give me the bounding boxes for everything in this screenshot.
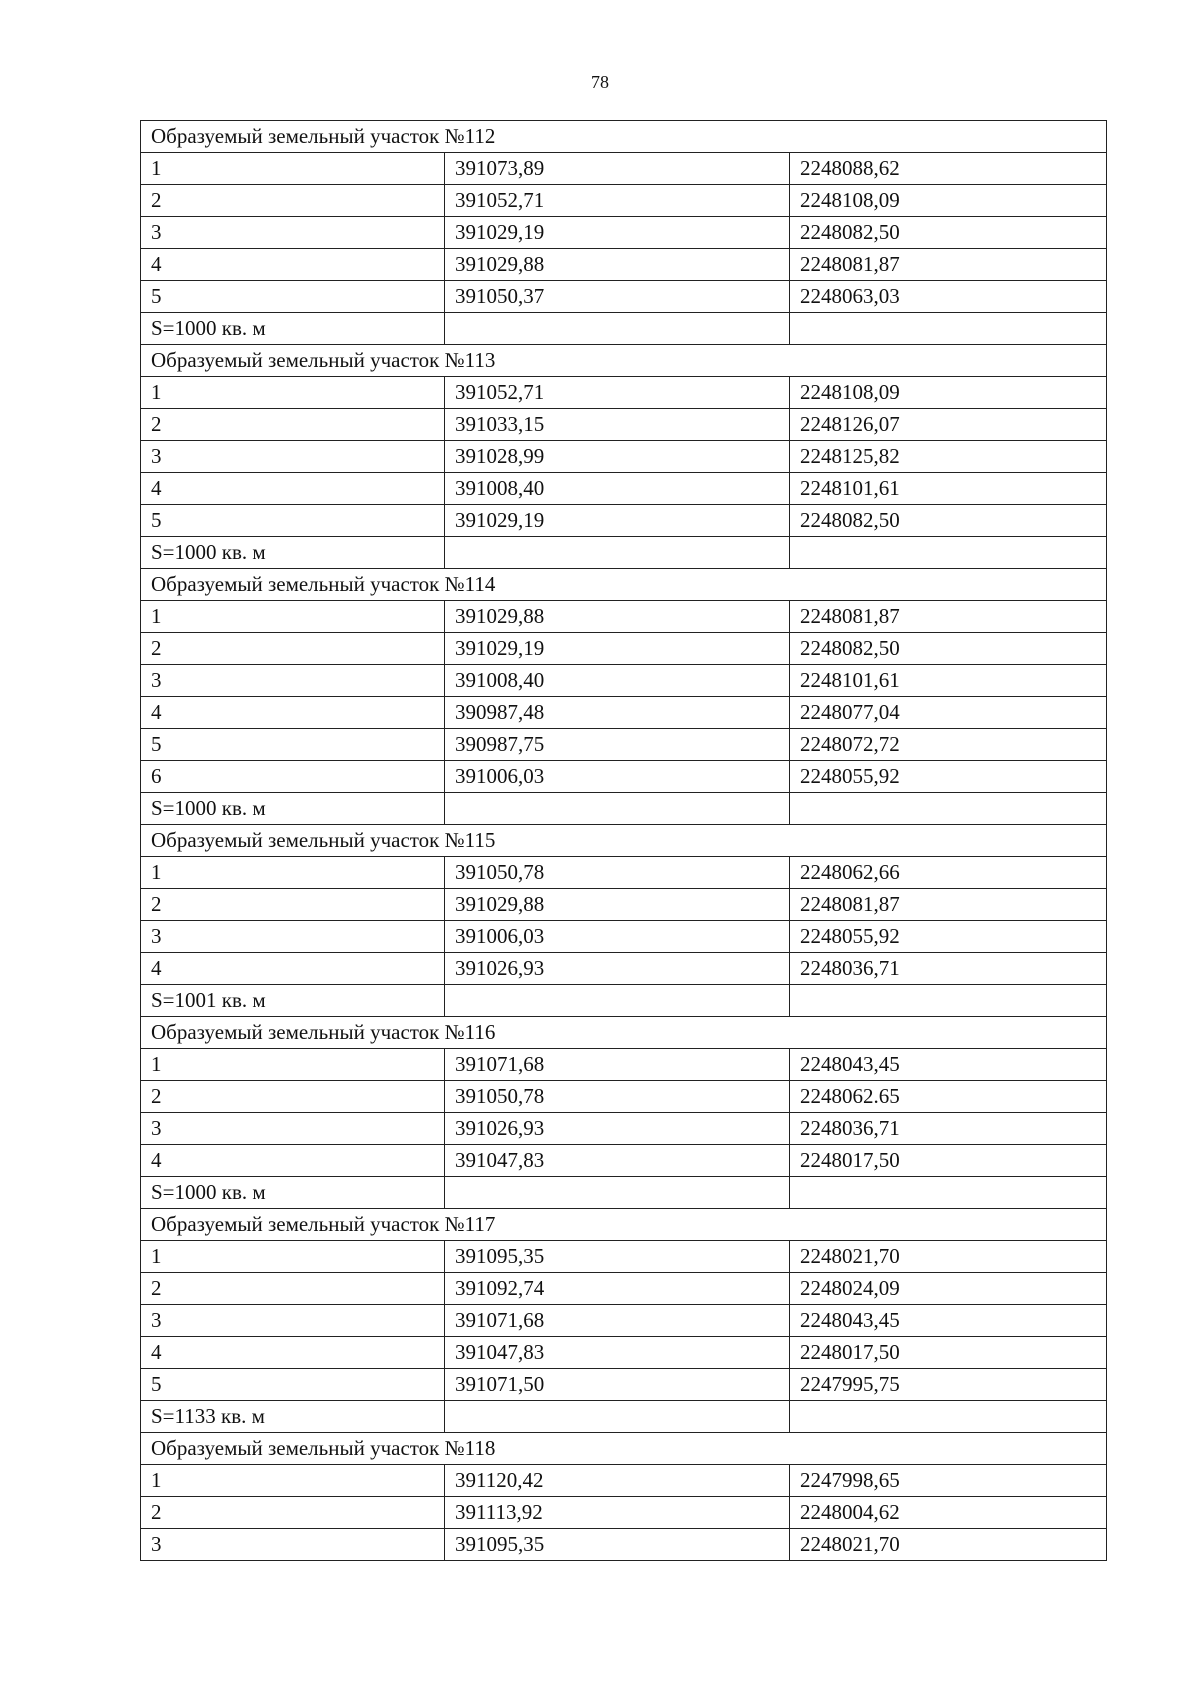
coord-x: 391008,40 bbox=[445, 665, 790, 697]
coord-x: 391033,15 bbox=[445, 409, 790, 441]
parcel-header-row bbox=[141, 1017, 1107, 1049]
point-number: 3 bbox=[141, 1529, 445, 1561]
coord-y: 2248017,50 bbox=[790, 1145, 1107, 1177]
empty-cell bbox=[790, 793, 1107, 825]
coord-y: 2248063,03 bbox=[790, 281, 1107, 313]
coord-x: 391092,74 bbox=[445, 1273, 790, 1305]
coord-y: 2248024,09 bbox=[790, 1273, 1107, 1305]
point-number: 3 bbox=[141, 1305, 445, 1337]
page-number: 78 bbox=[591, 72, 609, 92]
coord-x: 391050,78 bbox=[445, 857, 790, 889]
coord-y: 2248082,50 bbox=[790, 505, 1107, 537]
parcel-title: Образуемый земельный участок №118 bbox=[141, 1433, 1107, 1465]
table-row bbox=[141, 729, 1107, 761]
table-row bbox=[141, 1113, 1107, 1145]
point-number: 1 bbox=[141, 1465, 445, 1497]
point-number: 3 bbox=[141, 1113, 445, 1145]
coord-x: 391071,68 bbox=[445, 1049, 790, 1081]
parcel-area: S=1133 кв. м bbox=[141, 1401, 445, 1433]
coord-x: 391071,50 bbox=[445, 1369, 790, 1401]
coord-y: 2248036,71 bbox=[790, 1113, 1107, 1145]
parcel-area: S=1000 кв. м bbox=[141, 1177, 445, 1209]
point-number: 3 bbox=[141, 441, 445, 473]
area-row bbox=[141, 1401, 1107, 1433]
coord-x: 390987,75 bbox=[445, 729, 790, 761]
coord-x: 391095,35 bbox=[445, 1241, 790, 1273]
parcel-title: Образуемый земельный участок №114 bbox=[141, 569, 1107, 601]
coord-y: 2248108,09 bbox=[790, 185, 1107, 217]
coord-x: 391050,37 bbox=[445, 281, 790, 313]
table-row bbox=[141, 601, 1107, 633]
point-number: 2 bbox=[141, 633, 445, 665]
coord-y: 2247995,75 bbox=[790, 1369, 1107, 1401]
coord-x: 391006,03 bbox=[445, 921, 790, 953]
parcel-area: S=1000 кв. м bbox=[141, 313, 445, 345]
point-number: 3 bbox=[141, 665, 445, 697]
coord-y: 2248021,70 bbox=[790, 1241, 1107, 1273]
coord-x: 391047,83 bbox=[445, 1337, 790, 1369]
point-number: 6 bbox=[141, 761, 445, 793]
coord-x: 390987,48 bbox=[445, 697, 790, 729]
table-row bbox=[141, 1369, 1107, 1401]
coord-x: 391029,19 bbox=[445, 505, 790, 537]
table-row bbox=[141, 1465, 1107, 1497]
parcel-title: Образуемый земельный участок №115 bbox=[141, 825, 1107, 857]
point-number: 2 bbox=[141, 1081, 445, 1113]
coord-y: 2248082,50 bbox=[790, 217, 1107, 249]
table-row bbox=[141, 217, 1107, 249]
point-number: 2 bbox=[141, 1273, 445, 1305]
coord-x: 391071,68 bbox=[445, 1305, 790, 1337]
parcel-title: Образуемый земельный участок №112 bbox=[141, 121, 1107, 153]
empty-cell bbox=[790, 985, 1107, 1017]
point-number: 4 bbox=[141, 1337, 445, 1369]
coord-x: 391047,83 bbox=[445, 1145, 790, 1177]
coord-x: 391050,78 bbox=[445, 1081, 790, 1113]
coord-x: 391052,71 bbox=[445, 185, 790, 217]
coord-x: 391073,89 bbox=[445, 153, 790, 185]
parcel-title: Образуемый земельный участок №113 bbox=[141, 345, 1107, 377]
table-row bbox=[141, 1497, 1107, 1529]
area-row bbox=[141, 985, 1107, 1017]
parcel-header-row bbox=[141, 1209, 1107, 1241]
coord-x: 391029,19 bbox=[445, 217, 790, 249]
parcel-title: Образуемый земельный участок №117 bbox=[141, 1209, 1107, 1241]
coord-y: 2248082,50 bbox=[790, 633, 1107, 665]
empty-cell bbox=[790, 1401, 1107, 1433]
coord-x: 391029,88 bbox=[445, 601, 790, 633]
coord-y: 2248055,92 bbox=[790, 761, 1107, 793]
coord-x: 391028,99 bbox=[445, 441, 790, 473]
table-row bbox=[141, 249, 1107, 281]
empty-cell bbox=[445, 1401, 790, 1433]
parcel-title: Образуемый земельный участок №116 bbox=[141, 1017, 1107, 1049]
coord-y: 2248081,87 bbox=[790, 249, 1107, 281]
coord-y: 2248055,92 bbox=[790, 921, 1107, 953]
empty-cell bbox=[790, 537, 1107, 569]
point-number: 5 bbox=[141, 281, 445, 313]
parcel-area: S=1000 кв. м bbox=[141, 537, 445, 569]
coord-y: 2248004,62 bbox=[790, 1497, 1107, 1529]
point-number: 2 bbox=[141, 185, 445, 217]
table-row bbox=[141, 505, 1107, 537]
empty-cell bbox=[445, 537, 790, 569]
empty-cell bbox=[445, 985, 790, 1017]
table-row bbox=[141, 921, 1107, 953]
point-number: 5 bbox=[141, 1369, 445, 1401]
point-number: 4 bbox=[141, 697, 445, 729]
empty-cell bbox=[790, 313, 1107, 345]
coord-x: 391029,19 bbox=[445, 633, 790, 665]
point-number: 1 bbox=[141, 153, 445, 185]
coord-x: 391120,42 bbox=[445, 1465, 790, 1497]
coord-y: 2248101,61 bbox=[790, 665, 1107, 697]
table-row bbox=[141, 1049, 1107, 1081]
point-number: 1 bbox=[141, 1049, 445, 1081]
table-row bbox=[141, 1241, 1107, 1273]
table-row bbox=[141, 633, 1107, 665]
parcel-header-row bbox=[141, 121, 1107, 153]
table-row bbox=[141, 1529, 1107, 1561]
parcel-header-row bbox=[141, 1433, 1107, 1465]
point-number: 2 bbox=[141, 409, 445, 441]
empty-cell bbox=[445, 313, 790, 345]
coord-x: 391029,88 bbox=[445, 249, 790, 281]
area-row bbox=[141, 313, 1107, 345]
table-row bbox=[141, 185, 1107, 217]
point-number: 5 bbox=[141, 505, 445, 537]
point-number: 3 bbox=[141, 921, 445, 953]
table-row bbox=[141, 761, 1107, 793]
table-row bbox=[141, 1081, 1107, 1113]
coord-x: 391006,03 bbox=[445, 761, 790, 793]
point-number: 1 bbox=[141, 1241, 445, 1273]
table-row bbox=[141, 473, 1107, 505]
empty-cell bbox=[445, 793, 790, 825]
coord-y: 2248036,71 bbox=[790, 953, 1107, 985]
table-row bbox=[141, 409, 1107, 441]
coord-y: 2248081,87 bbox=[790, 601, 1107, 633]
parcel-header-row bbox=[141, 825, 1107, 857]
point-number: 1 bbox=[141, 857, 445, 889]
point-number: 5 bbox=[141, 729, 445, 761]
table-row bbox=[141, 441, 1107, 473]
point-number: 4 bbox=[141, 249, 445, 281]
coord-x: 391029,88 bbox=[445, 889, 790, 921]
coord-x: 391052,71 bbox=[445, 377, 790, 409]
point-number: 3 bbox=[141, 217, 445, 249]
coord-x: 391095,35 bbox=[445, 1529, 790, 1561]
area-row bbox=[141, 793, 1107, 825]
coord-y: 2248108,09 bbox=[790, 377, 1107, 409]
coord-y: 2248043,45 bbox=[790, 1049, 1107, 1081]
table-row bbox=[141, 1145, 1107, 1177]
point-number: 4 bbox=[141, 473, 445, 505]
coord-y: 2248062.65 bbox=[790, 1081, 1107, 1113]
coord-y: 2248101,61 bbox=[790, 473, 1107, 505]
parcel-area: S=1001 кв. м bbox=[141, 985, 445, 1017]
coord-y: 2248081,87 bbox=[790, 889, 1107, 921]
coord-y: 2248062,66 bbox=[790, 857, 1107, 889]
point-number: 2 bbox=[141, 889, 445, 921]
coordinates-table bbox=[140, 120, 1107, 1561]
parcel-area: S=1000 кв. м bbox=[141, 793, 445, 825]
coord-y: 2248126,07 bbox=[790, 409, 1107, 441]
empty-cell bbox=[790, 1177, 1107, 1209]
table-row bbox=[141, 665, 1107, 697]
point-number: 1 bbox=[141, 601, 445, 633]
coord-y: 2248021,70 bbox=[790, 1529, 1107, 1561]
table-row bbox=[141, 1273, 1107, 1305]
coord-x: 391008,40 bbox=[445, 473, 790, 505]
coordinates-table-body bbox=[141, 121, 1107, 1561]
table-row bbox=[141, 857, 1107, 889]
table-row bbox=[141, 377, 1107, 409]
table-row bbox=[141, 1337, 1107, 1369]
coord-y: 2248125,82 bbox=[790, 441, 1107, 473]
point-number: 1 bbox=[141, 377, 445, 409]
empty-cell bbox=[445, 1177, 790, 1209]
table-row bbox=[141, 697, 1107, 729]
coord-y: 2248043,45 bbox=[790, 1305, 1107, 1337]
coord-y: 2248077,04 bbox=[790, 697, 1107, 729]
point-number: 4 bbox=[141, 1145, 445, 1177]
point-number: 2 bbox=[141, 1497, 445, 1529]
coord-x: 391113,92 bbox=[445, 1497, 790, 1529]
table-row bbox=[141, 1305, 1107, 1337]
coord-y: 2248088,62 bbox=[790, 153, 1107, 185]
table-row bbox=[141, 281, 1107, 313]
area-row bbox=[141, 1177, 1107, 1209]
table-row bbox=[141, 889, 1107, 921]
parcel-header-row bbox=[141, 569, 1107, 601]
area-row bbox=[141, 537, 1107, 569]
coord-y: 2248072,72 bbox=[790, 729, 1107, 761]
point-number: 4 bbox=[141, 953, 445, 985]
coord-x: 391026,93 bbox=[445, 953, 790, 985]
parcel-header-row bbox=[141, 345, 1107, 377]
coord-y: 2248017,50 bbox=[790, 1337, 1107, 1369]
coord-x: 391026,93 bbox=[445, 1113, 790, 1145]
coord-y: 2247998,65 bbox=[790, 1465, 1107, 1497]
table-row bbox=[141, 953, 1107, 985]
table-row bbox=[141, 153, 1107, 185]
